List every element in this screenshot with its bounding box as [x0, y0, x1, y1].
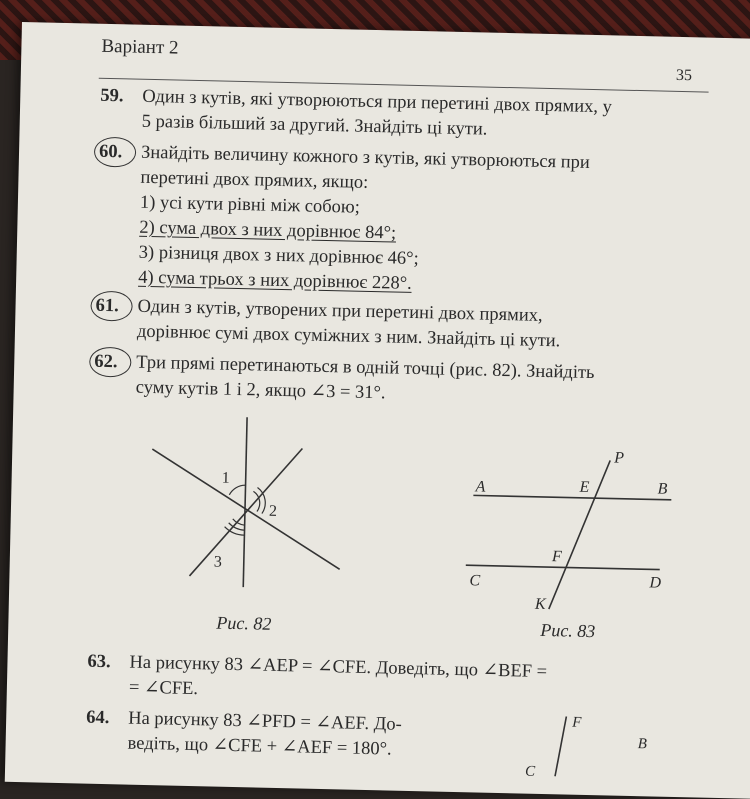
problem-text-line: = ∠CFE. — [128, 677, 199, 700]
problem-number: 63. — [87, 651, 111, 673]
problem-text-line: ведіть, що ∠CFE + ∠AEF = 180°. — [127, 733, 392, 760]
problem-number: 61. — [95, 295, 119, 317]
point-label-c: C — [469, 572, 481, 590]
problem-number: 62. — [94, 351, 118, 373]
problem-item: 2) сума двох з них дорівнює 84°; — [139, 217, 397, 244]
angle-arc-1 — [229, 485, 245, 495]
problem-text-line: Один з кутів, утворених при перетині двох прямих, — [137, 296, 543, 326]
problem-item: 3) різниця двох з них дорівнює 46°; — [138, 242, 419, 270]
figure-82-caption: Рис. 82 — [216, 612, 272, 634]
page-number: 35 — [675, 66, 693, 85]
line-ab — [473, 495, 671, 499]
point-label-f: F — [572, 714, 582, 731]
problem-number: 59. — [100, 85, 124, 107]
angle-label-3: 3 — [213, 553, 222, 571]
problem-text-line: дорівнює сумі двох суміжних з ним. Знайдіть ці кути. — [136, 321, 561, 352]
problem-text-line: На рисунку 83 ∠PFD = ∠AEF. До- — [127, 708, 402, 735]
problem-number: 60. — [98, 141, 123, 163]
problem-item: 4) сума трьох з них дорівнює 228°. — [138, 267, 412, 294]
problem-text-line: Три прямі перетинаються в одній точці (рис. 82). Знайдіть — [136, 352, 595, 384]
problem-text-line: суму кутів 1 і 2, якщо ∠3 = 31°. — [135, 377, 386, 404]
problem-text-line: Один з кутів, які утворюються при перетині двох прямих, у — [142, 86, 613, 118]
point-label-d: D — [649, 574, 662, 592]
problem-text-line: Знайдіть величину кожного з кутів, які утворюються при — [140, 142, 591, 173]
point-label-b: B — [657, 480, 668, 498]
angle-label-1: 1 — [221, 469, 230, 487]
point-label-e: E — [579, 478, 590, 496]
point-label-k: K — [534, 595, 546, 614]
point-label-f: F — [551, 548, 562, 566]
variant-header: Варіант 2 — [101, 35, 179, 59]
figure-84-partial — [525, 706, 677, 789]
textbook-page — [5, 22, 750, 799]
figure-83-caption: Рис. 83 — [540, 619, 596, 642]
problem-text-line: перетині двох прямих, якщо: — [140, 167, 369, 193]
figure-82 — [139, 405, 363, 600]
problem-text-line: На рисунку 83 ∠AEP = ∠CFE. Доведіть, що ∠BEF = — [129, 652, 548, 683]
line-b — [243, 417, 247, 587]
line-cd — [466, 565, 660, 569]
point-label-p: P — [614, 449, 625, 467]
point-label-a: A — [475, 478, 486, 496]
figure-83 — [459, 437, 693, 622]
point-label-c: C — [524, 763, 536, 780]
point-label-b: B — [637, 736, 648, 753]
problem-number: 64. — [86, 707, 110, 729]
angle-label-2: 2 — [268, 502, 278, 520]
problem-item: 1) усі кути рівні між собою; — [139, 192, 361, 218]
problem-text-line: 5 разів більший за другий. Знайдіть ці кути. — [141, 111, 488, 140]
line-partial — [555, 716, 566, 776]
